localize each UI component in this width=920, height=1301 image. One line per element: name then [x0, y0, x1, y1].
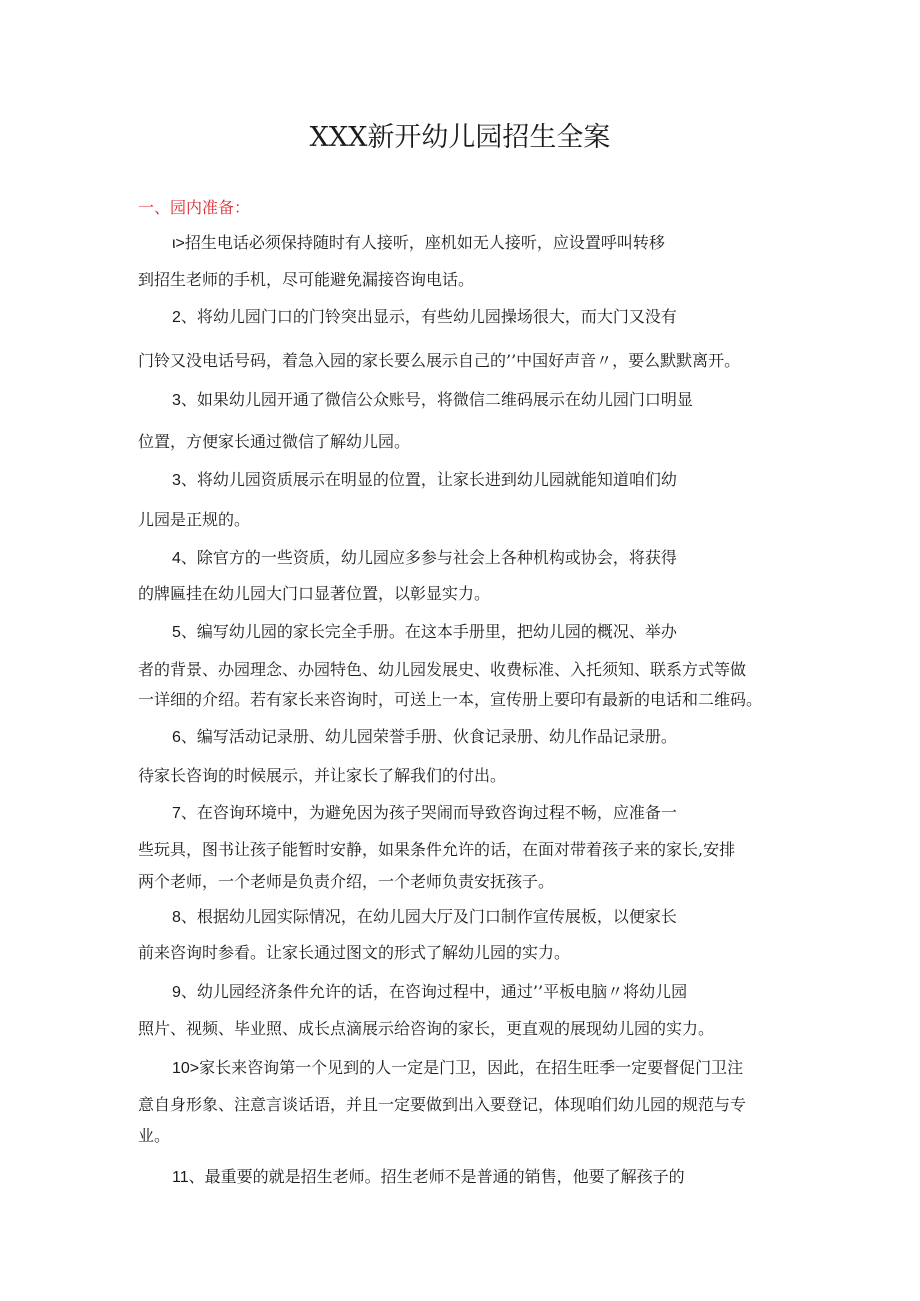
paragraph-text: 如果幼儿园开通了微信公众账号，将微信二维码展示在幼儿园门口明显: [196, 390, 693, 409]
section-heading: 一、园内准备：: [138, 198, 251, 217]
paragraph-text: 在咨询环境中，为避免因为孩子哭闹而导致咨询过程不畅，应准备一: [196, 803, 677, 822]
paragraph-2-line-2: 门铃又没电话号码，着急入园的家长要么展示自己的’’中国好声音〃，要么默默离开。: [138, 351, 741, 370]
paragraph-9-line-2: 前来咨询时参看。让家长通过图文的形式了解幼儿园的实力。: [138, 943, 571, 962]
paragraph-text: 最重要的就是招生老师。招生老师不是普通的销售，他要了解孩子的: [204, 1167, 685, 1186]
paragraph-6-line-3: 一详细的介绍。若有家长来咨询时，可送上一本，宣传册上要印有最新的电话和二维码。: [138, 690, 763, 709]
paragraph-text: 幼儿园经济条件允许的话，在咨询过程中，通过’’平板电脑〃将幼儿园: [196, 982, 688, 1001]
paragraph-12-line-1: [172, 1165, 685, 1190]
paragraph-number: 10>: [172, 1060, 200, 1077]
paragraph-number: 6、: [172, 729, 197, 746]
paragraph-number: ι>: [172, 235, 185, 252]
paragraph-number: 3、: [172, 392, 197, 409]
paragraph-6-line-1: [172, 620, 677, 645]
paragraph-text: 家长来咨询第一个见到的人一定是门卫，因此，在招生旺季一定要督促门卫注: [199, 1058, 744, 1077]
paragraph-10-line-2: 照片、视频、毕业照、成长点滴展示给咨询的家长，更直观的展现幼儿园的实力。: [138, 1019, 715, 1038]
paragraph-11-line-3: 业。: [138, 1126, 171, 1145]
paragraph-11-line-1: [172, 1056, 743, 1081]
paragraph-7-line-1: [172, 725, 677, 750]
paragraph-8-line-1: [172, 801, 677, 826]
paragraph-4-line-2: 儿园是正规的。: [138, 510, 251, 529]
paragraph-text: 将幼儿园门口的门铃突出显示，有些幼儿园操场很大，而大门又没有: [196, 307, 677, 326]
paragraph-1-line-1: [172, 231, 665, 256]
paragraph-4-line-1: [172, 468, 677, 493]
paragraph-7-line-2: 待家长咨询的时候展示，并让家长了解我们的付出。: [138, 766, 507, 785]
paragraph-5-line-2: 的牌匾挂在幼儿园大门口显著位置，以彰显实力。: [138, 584, 491, 603]
paragraph-text: 根据幼儿园实际情况，在幼儿园大厅及门口制作宣传展板，以便家长: [196, 907, 677, 926]
paragraph-number: 8、: [172, 909, 197, 926]
paragraph-number: 5、: [172, 624, 197, 641]
paragraph-number: 3、: [172, 472, 197, 489]
paragraph-11-line-2: 意自身形象、注意言谈话语，并且一定要做到出入要登记，体现咱们幼儿园的规范与专: [138, 1095, 747, 1114]
paragraph-5-line-1: [172, 546, 677, 571]
paragraph-1-line-2: 到招生老师的手机，尽可能避免漏接咨询电话。: [138, 270, 475, 289]
paragraph-number: 7、: [172, 805, 197, 822]
paragraph-8-line-2: 些玩具，图书让孩子能暂时安静，如果条件允许的话，在面对带着孩子来的家长,安排: [138, 840, 736, 859]
paragraph-number: 9、: [172, 984, 197, 1001]
document-title: XXX新开幼儿园招生全案: [309, 122, 611, 153]
paragraph-text: 招生电话必须保持随时有人接听，座机如无人接听，应设置呼叫转移: [184, 233, 665, 252]
paragraph-text: 将幼儿园资质展示在明显的位置，让家长进到幼儿园就能知道咱们幼: [196, 470, 677, 489]
paragraph-6-line-2: 者的背景、办园理念、办园特色、幼儿园发展史、收费标准、入托须知、联系方式等做: [138, 660, 747, 679]
paragraph-number: 2、: [172, 309, 197, 326]
paragraph-3-line-1: [172, 388, 693, 413]
paragraph-9-line-1: [172, 905, 677, 930]
paragraph-10-line-1: [172, 980, 687, 1005]
paragraph-3-line-2: 位置，方便家长通过微信了解幼儿园。: [138, 432, 411, 451]
paragraph-text: 除官方的一些资质，幼儿园应多参与社会上各种机构或协会，将获得: [196, 548, 677, 567]
paragraph-text: 编写幼儿园的家长完全手册。在这本手册里，把幼儿园的概况、举办: [196, 622, 677, 641]
paragraph-text: 编写活动记录册、幼儿园荣誉手册、伙食记录册、幼儿作品记录册。: [196, 727, 677, 746]
paragraph-number: 11、: [172, 1169, 205, 1186]
paragraph-8-line-3: 两个老师，一个老师是负责介绍，一个老师负责安抚孩子。: [138, 872, 555, 891]
paragraph-number: 4、: [172, 550, 197, 567]
paragraph-2-line-1: [172, 305, 677, 330]
